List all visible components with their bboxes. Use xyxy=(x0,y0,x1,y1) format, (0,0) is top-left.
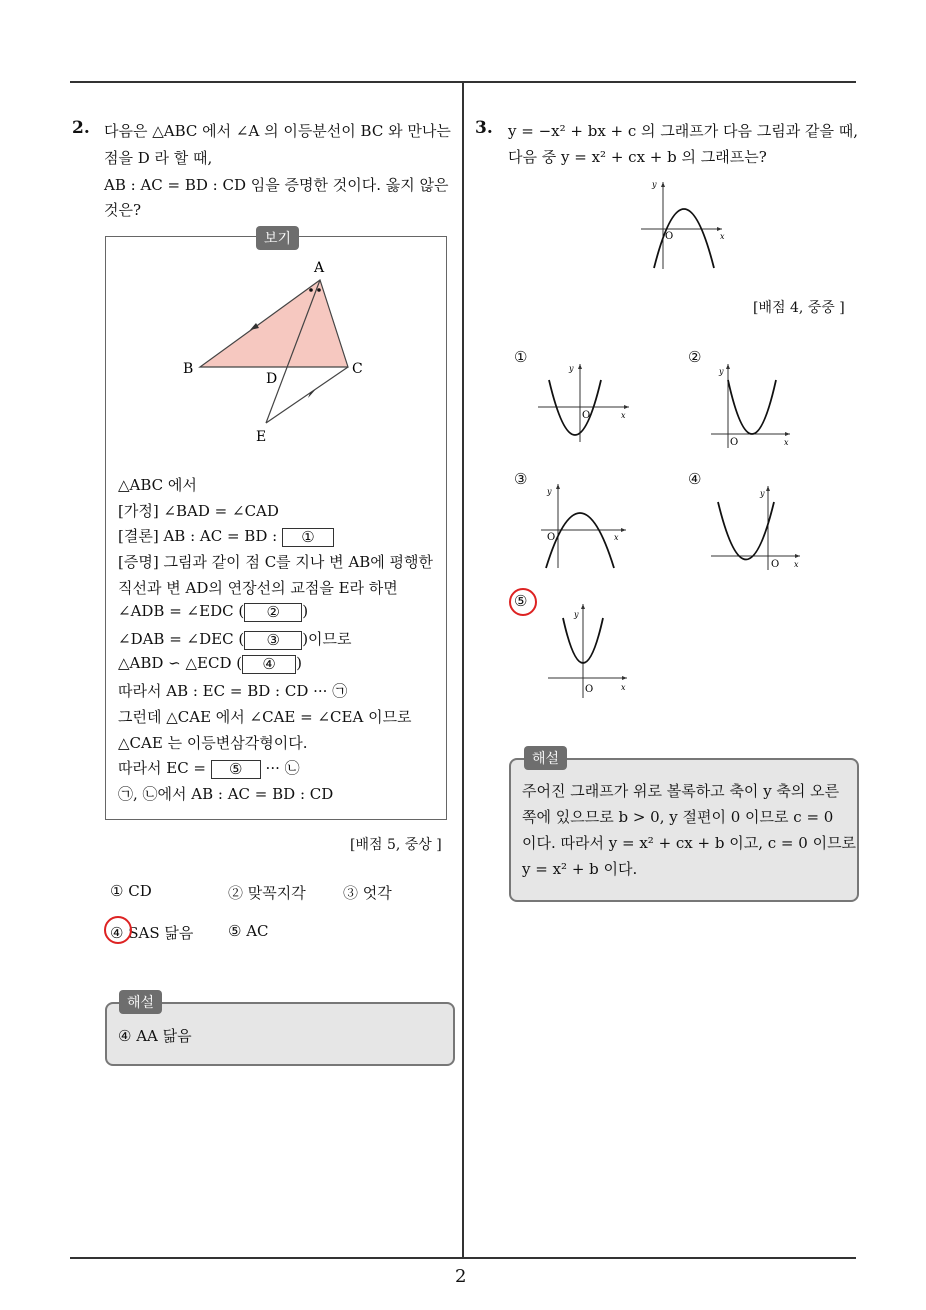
q2-stem-line1: 다음은 △ABC 에서 ∠A 의 이등분선이 BC 와 만나는 xyxy=(104,122,451,140)
proof-line2: [가정] ∠BAD = ∠CAD xyxy=(118,502,279,520)
q2-solution-text: ④ AA 닮음 xyxy=(118,1027,192,1045)
proof-line3 xyxy=(118,525,334,547)
q3-stem-line1: y = −x² + bx + c 의 그래프가 다음 그림과 같을 때, xyxy=(508,122,859,140)
q3-solution-line2: 쪽에 있으므로 b > 0, y 절편이 0 이므로 c = 0 xyxy=(522,808,834,826)
svg-text:x: x xyxy=(794,560,799,569)
q3-stem-line2: 다음 중 y = x² + cx + b 의 그래프는? xyxy=(508,148,767,166)
q2-choice-1[interactable]: ① CD xyxy=(110,882,152,900)
column-divider xyxy=(462,82,464,1258)
q3-given-graph xyxy=(638,175,728,270)
q2-choice-3[interactable]: ③ 엇각 xyxy=(343,884,392,902)
blank-1: ① xyxy=(282,528,334,547)
proof-line10: 그런데 △CAE 에서 ∠CAE = ∠CEA 이므로 xyxy=(118,708,412,726)
q2-answer-mark xyxy=(104,916,132,944)
svg-text:x: x xyxy=(784,438,789,447)
svg-text:O: O xyxy=(547,532,556,543)
q2-solution-tag: 해설 xyxy=(119,990,162,1014)
svg-text:y: y xyxy=(652,180,657,189)
svg-text:O: O xyxy=(665,231,674,242)
q3-solution-tag: 해설 xyxy=(524,746,567,770)
proof-line6 xyxy=(118,602,308,622)
svg-text:y: y xyxy=(547,487,552,496)
svg-text:O: O xyxy=(582,410,591,421)
proof-line1: △ABC 에서 xyxy=(118,476,197,494)
svg-text:x: x xyxy=(720,232,725,241)
label-e: E xyxy=(256,429,267,445)
proof-line12 xyxy=(118,757,300,779)
proof-l7-text: ∠DAB = ∠DEC ( xyxy=(118,630,245,648)
blank-5: ⑤ xyxy=(211,760,261,779)
svg-text:O: O xyxy=(771,559,780,570)
proof-line8 xyxy=(118,654,302,674)
svg-text:y: y xyxy=(569,364,574,373)
q2-number: 2. xyxy=(72,118,90,138)
q2-triangle-figure xyxy=(170,255,380,450)
q2-stem-line3: AB : AC = BD : CD 임을 증명한 것이다. 옳지 않은 xyxy=(104,176,449,194)
q3-choice-2-graph[interactable] xyxy=(708,360,798,450)
proof-l7-end: )이므로 xyxy=(302,630,352,648)
q3-choice-4-label[interactable]: ④ xyxy=(688,470,702,488)
proof-line9: 따라서 AB : EC = BD : CD ··· ㉠ xyxy=(118,682,348,700)
svg-text:x: x xyxy=(621,411,626,420)
segment-ce xyxy=(266,367,348,423)
svg-text:y: y xyxy=(574,610,579,619)
q3-solution-line1: 주어진 그래프가 위로 볼록하고 축이 y 축의 오른 xyxy=(522,782,840,800)
proof-line5: 직선과 변 AD의 연장선의 교점을 E라 하면 xyxy=(118,579,398,597)
q3-choice-3-graph[interactable] xyxy=(538,480,633,570)
angle-mark-1 xyxy=(309,288,313,292)
label-d: D xyxy=(266,371,278,387)
proof-conclusion-text: [결론] AB : AC = BD : xyxy=(118,527,282,545)
q2-stem-line4: 것은? xyxy=(104,201,142,219)
q2-stem-line2: 점을 D 라 할 때, xyxy=(104,149,213,167)
label-a: A xyxy=(314,260,325,276)
svg-text:y: y xyxy=(760,489,765,498)
q3-number: 3. xyxy=(475,118,493,138)
blank-3: ③ xyxy=(244,631,302,650)
label-b: B xyxy=(183,361,194,377)
q3-choice-3-label[interactable]: ③ xyxy=(514,470,528,488)
q3-choice-5-graph[interactable] xyxy=(545,600,635,700)
q2-score: [배점 5, 중상 ] xyxy=(350,837,442,853)
q2-choice-2[interactable]: ② 맞꼭지각 xyxy=(228,884,306,902)
proof-line4: [증명] 그림과 같이 점 C를 지나 변 AB에 평행한 xyxy=(118,553,434,571)
proof-l12-text: 따라서 EC = xyxy=(118,759,211,777)
q3-choice-2-label[interactable]: ② xyxy=(688,348,702,366)
q2-example-tag: 보기 xyxy=(256,226,299,250)
blank-4: ④ xyxy=(242,655,296,674)
proof-l8-end: ) xyxy=(296,654,302,672)
q3-choice-5-label[interactable]: ⑤ xyxy=(514,592,528,610)
page-number: 2 xyxy=(455,1266,467,1287)
svg-text:O: O xyxy=(585,684,594,695)
q3-choice-1-graph[interactable] xyxy=(535,360,635,445)
q3-solution-line3: 이다. 따라서 y = x² + cx + b 이고, c = 0 이므로 xyxy=(522,834,857,852)
proof-line11: △CAE 는 이등변삼각형이다. xyxy=(118,734,308,752)
svg-text:O: O xyxy=(730,437,739,448)
bottom-rule xyxy=(70,1257,856,1259)
proof-l6-text: ∠ADB = ∠EDC ( xyxy=(118,602,245,620)
proof-l12-end: ··· ㉡ xyxy=(260,759,300,777)
proof-line7 xyxy=(118,628,352,650)
svg-text:x: x xyxy=(614,533,619,542)
label-c: C xyxy=(352,361,363,377)
blank-2: ② xyxy=(244,603,302,622)
q2-choice-4[interactable]: ④ SAS 닮음 xyxy=(110,924,194,942)
proof-l6-end: ) xyxy=(302,602,309,620)
triangle-abc xyxy=(200,280,348,367)
q2-choice-5[interactable]: ⑤ AC xyxy=(228,922,269,940)
angle-mark-2 xyxy=(317,288,321,292)
proof-line13: ㉠, ㉡에서 AB : AC = BD : CD xyxy=(118,785,334,803)
q3-answer-mark xyxy=(509,588,537,616)
q3-score: [배점 4, 중중 ] xyxy=(753,300,845,316)
svg-text:y: y xyxy=(719,367,724,376)
q3-choice-1-label[interactable]: ① xyxy=(514,348,528,366)
q3-solution-line4: y = x² + b 이다. xyxy=(522,860,638,878)
q3-choice-4-graph[interactable] xyxy=(708,482,808,572)
svg-text:x: x xyxy=(621,683,626,692)
proof-l8-text: △ABD ∽ △ECD ( xyxy=(118,654,243,672)
